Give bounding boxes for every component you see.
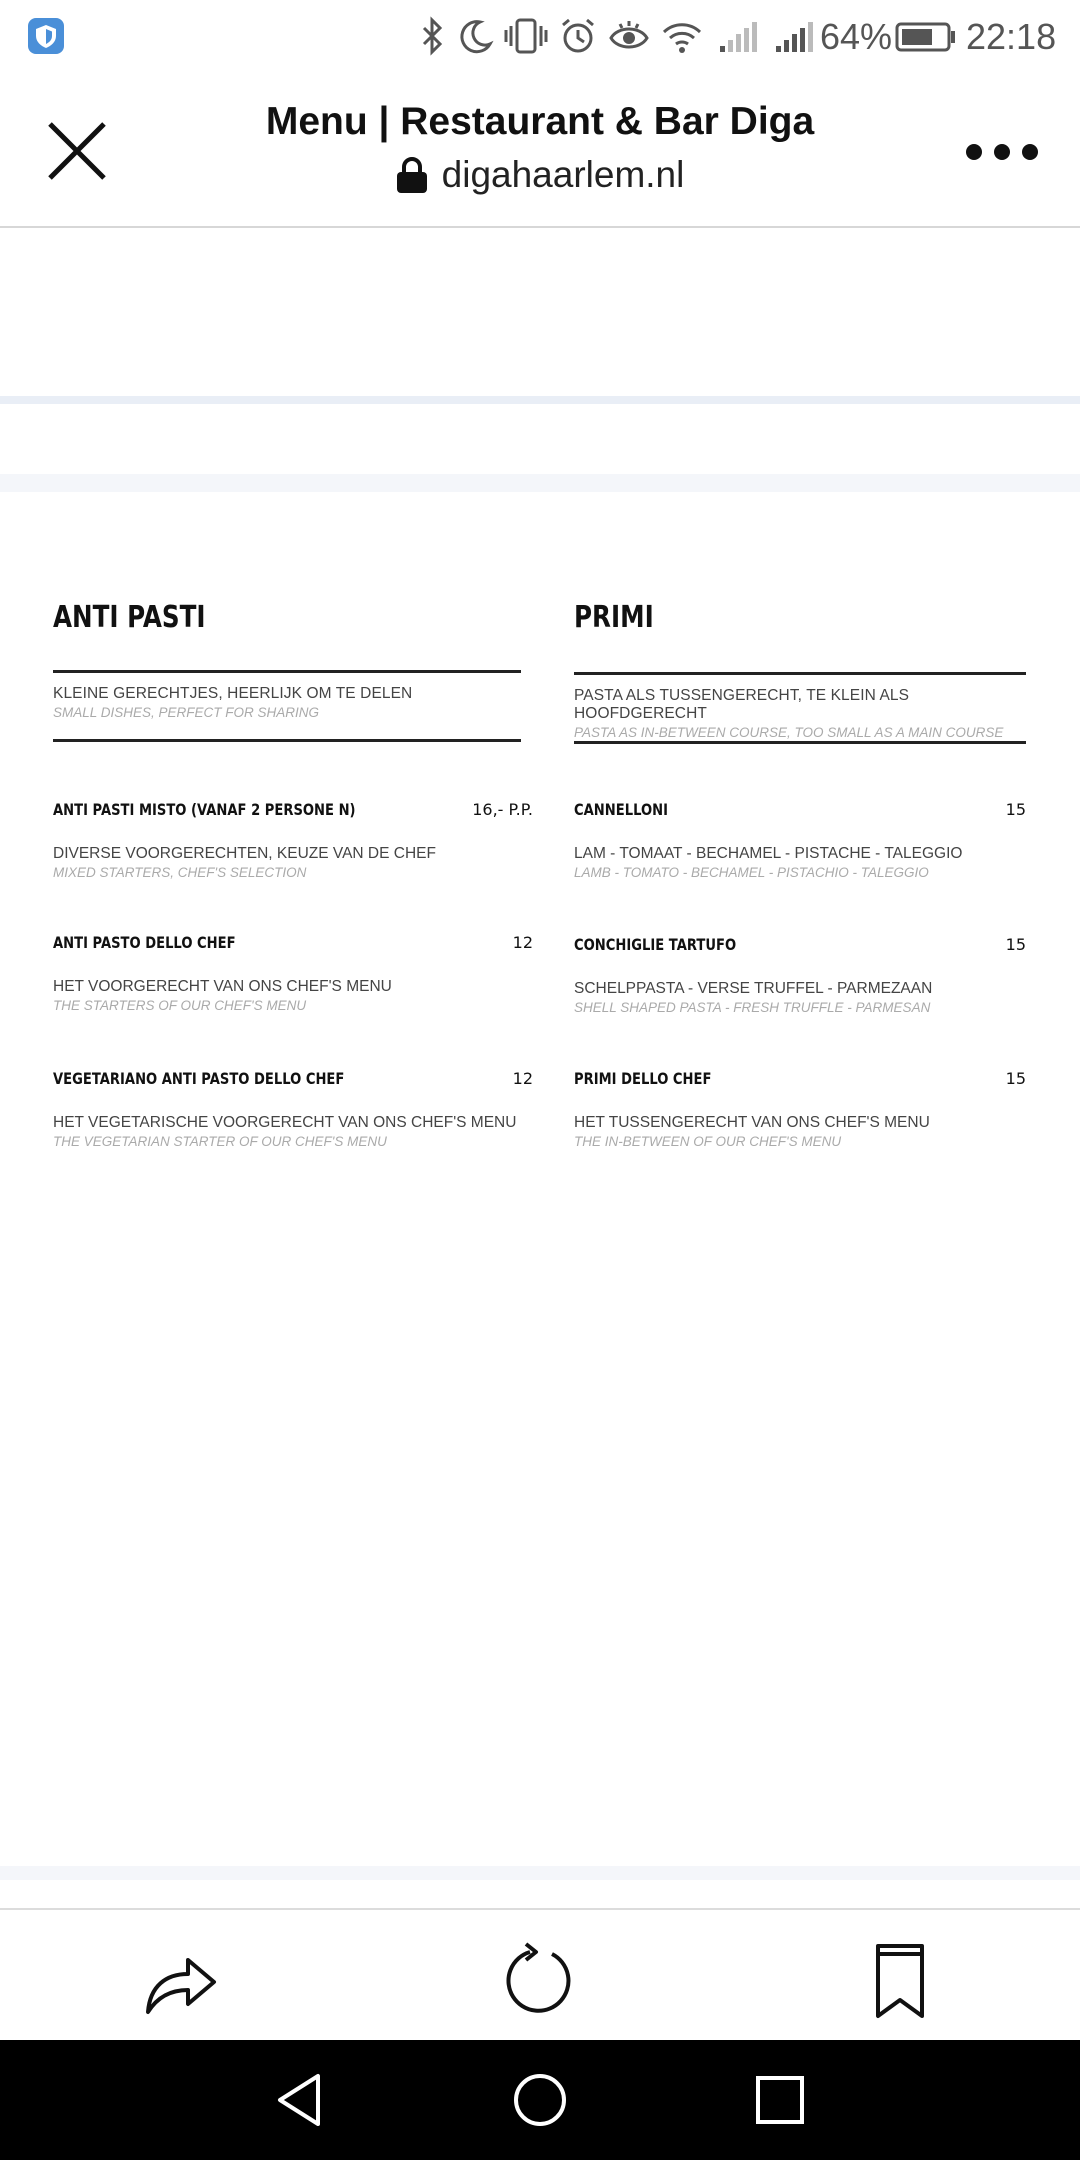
browser-toolbar — [0, 1908, 1080, 2042]
item-desc-en: THE STARTERS OF OUR CHEF'S MENU — [53, 998, 307, 1013]
item-name: ANTI PASTO DELLO CHEF — [53, 933, 236, 952]
item-desc-en: SHELL SHAPED PASTA - FRESH TRUFFLE - PARMESAN — [574, 1000, 931, 1015]
subtitle-nl: PASTA ALS TUSSENGERECHT, TE KLEIN ALS HOOFDGERECHT — [574, 687, 910, 722]
section-title: PRIMI — [574, 600, 654, 635]
menu-item — [53, 933, 533, 1013]
item-desc-nl: HET VOORGERECHT VAN ONS CHEF'S MENU — [53, 978, 392, 995]
item-desc-nl: HET TUSSENGERECHT VAN ONS CHEF'S MENU — [574, 1114, 930, 1131]
home-icon[interactable] — [510, 2070, 570, 2130]
subtitle-en: SMALL DISHES, PERFECT FOR SHARING — [53, 705, 320, 720]
item-desc-en: LAMB - TOMATO - BECHAMEL - PISTACHIO - TALEGGIO — [574, 865, 929, 880]
section-title: ANTI PASTI — [53, 600, 206, 635]
item-name: CONCHIGLIE TARTUFO — [574, 935, 737, 954]
battery-icon — [895, 22, 957, 52]
system-navigation-bar — [0, 2040, 1080, 2160]
subtitle-en: PASTA AS IN-BETWEEN COURSE, TOO SMALL AS A MAIN COURSE — [574, 725, 1004, 740]
close-icon[interactable] — [44, 118, 110, 184]
reload-icon[interactable] — [500, 1940, 580, 2020]
item-desc-en: THE IN-BETWEEN OF OUR CHEF'S MENU — [574, 1134, 842, 1149]
menu-item — [53, 1069, 533, 1149]
share-icon[interactable] — [140, 1940, 220, 2020]
item-price: 15 — [1005, 1069, 1026, 1088]
battery-percent: 64% — [820, 16, 893, 57]
item-price: 12 — [512, 1069, 533, 1088]
page-title: Menu | Restaurant & Bar Diga — [265, 100, 815, 143]
alarm-icon — [558, 16, 598, 56]
page-divider — [0, 474, 1080, 492]
menu-item — [574, 1069, 1026, 1149]
wifi-icon — [660, 16, 704, 56]
url-bar[interactable] — [200, 154, 880, 196]
section-rule — [574, 741, 1026, 744]
menu-item — [574, 800, 1026, 880]
lock-icon — [396, 156, 428, 194]
menu-section-anti-pasti — [53, 600, 533, 1149]
status-icons — [418, 14, 816, 58]
vibrate-icon — [504, 16, 548, 56]
shield-icon — [28, 18, 64, 54]
signal-strong-icon — [770, 16, 816, 56]
item-price: 12 — [512, 933, 533, 952]
clock: 22:18 — [966, 16, 1057, 57]
item-name: VEGETARIANO ANTI PASTO DELLO CHEF — [53, 1069, 345, 1088]
item-desc-nl: LAM - TOMAAT - BECHAMEL - PISTACHE - TALEGGIO — [574, 845, 963, 862]
item-desc-en: THE VEGETARIAN STARTER OF OUR CHEF'S MENU — [53, 1134, 387, 1149]
page-divider — [0, 1866, 1080, 1880]
subtitle-nl: KLEINE GERECHTJES, HEERLIJK OM TE DELEN — [53, 685, 413, 702]
menu-item — [574, 935, 1026, 1015]
item-price: 15 — [1005, 935, 1026, 954]
item-desc-nl: SCHELPPASTA - VERSE TRUFFEL - PARMEZAAN — [574, 980, 933, 997]
menu-item — [53, 800, 533, 880]
item-price: 16,- P.P. — [472, 800, 533, 819]
bluetooth-icon — [418, 16, 446, 56]
item-desc-nl: HET VEGETARISCHE VOORGERECHT VAN ONS CHEF'S MENU — [53, 1114, 517, 1131]
item-name: CANNELLONI — [574, 800, 668, 819]
menu-section-primi — [574, 600, 1026, 1149]
more-options-icon[interactable] — [964, 140, 1040, 164]
moon-icon — [456, 16, 494, 56]
status-bar — [0, 0, 1080, 72]
section-subtitle — [574, 675, 1026, 741]
item-desc-nl: DIVERSE VOORGERECHTEN, KEUZE VAN DE CHEF — [53, 845, 436, 862]
back-icon[interactable] — [270, 2070, 330, 2130]
bookmark-icon[interactable] — [860, 1940, 940, 2020]
item-name: ANTI PASTI MISTO (VANAF 2 PERSONE N) — [53, 800, 356, 819]
item-desc-en: MIXED STARTERS, CHEF'S SELECTION — [53, 865, 307, 880]
section-rule — [53, 739, 521, 742]
item-name: PRIMI DELLO CHEF — [574, 1069, 712, 1088]
page-divider — [0, 396, 1080, 404]
url-text: digahaarlem.nl — [441, 154, 685, 195]
recents-icon[interactable] — [750, 2070, 810, 2130]
browser-header — [0, 72, 1080, 228]
eye-comfort-icon — [608, 16, 650, 56]
item-price: 15 — [1005, 800, 1026, 819]
section-subtitle — [53, 673, 533, 739]
signal-weak-icon — [714, 16, 760, 56]
